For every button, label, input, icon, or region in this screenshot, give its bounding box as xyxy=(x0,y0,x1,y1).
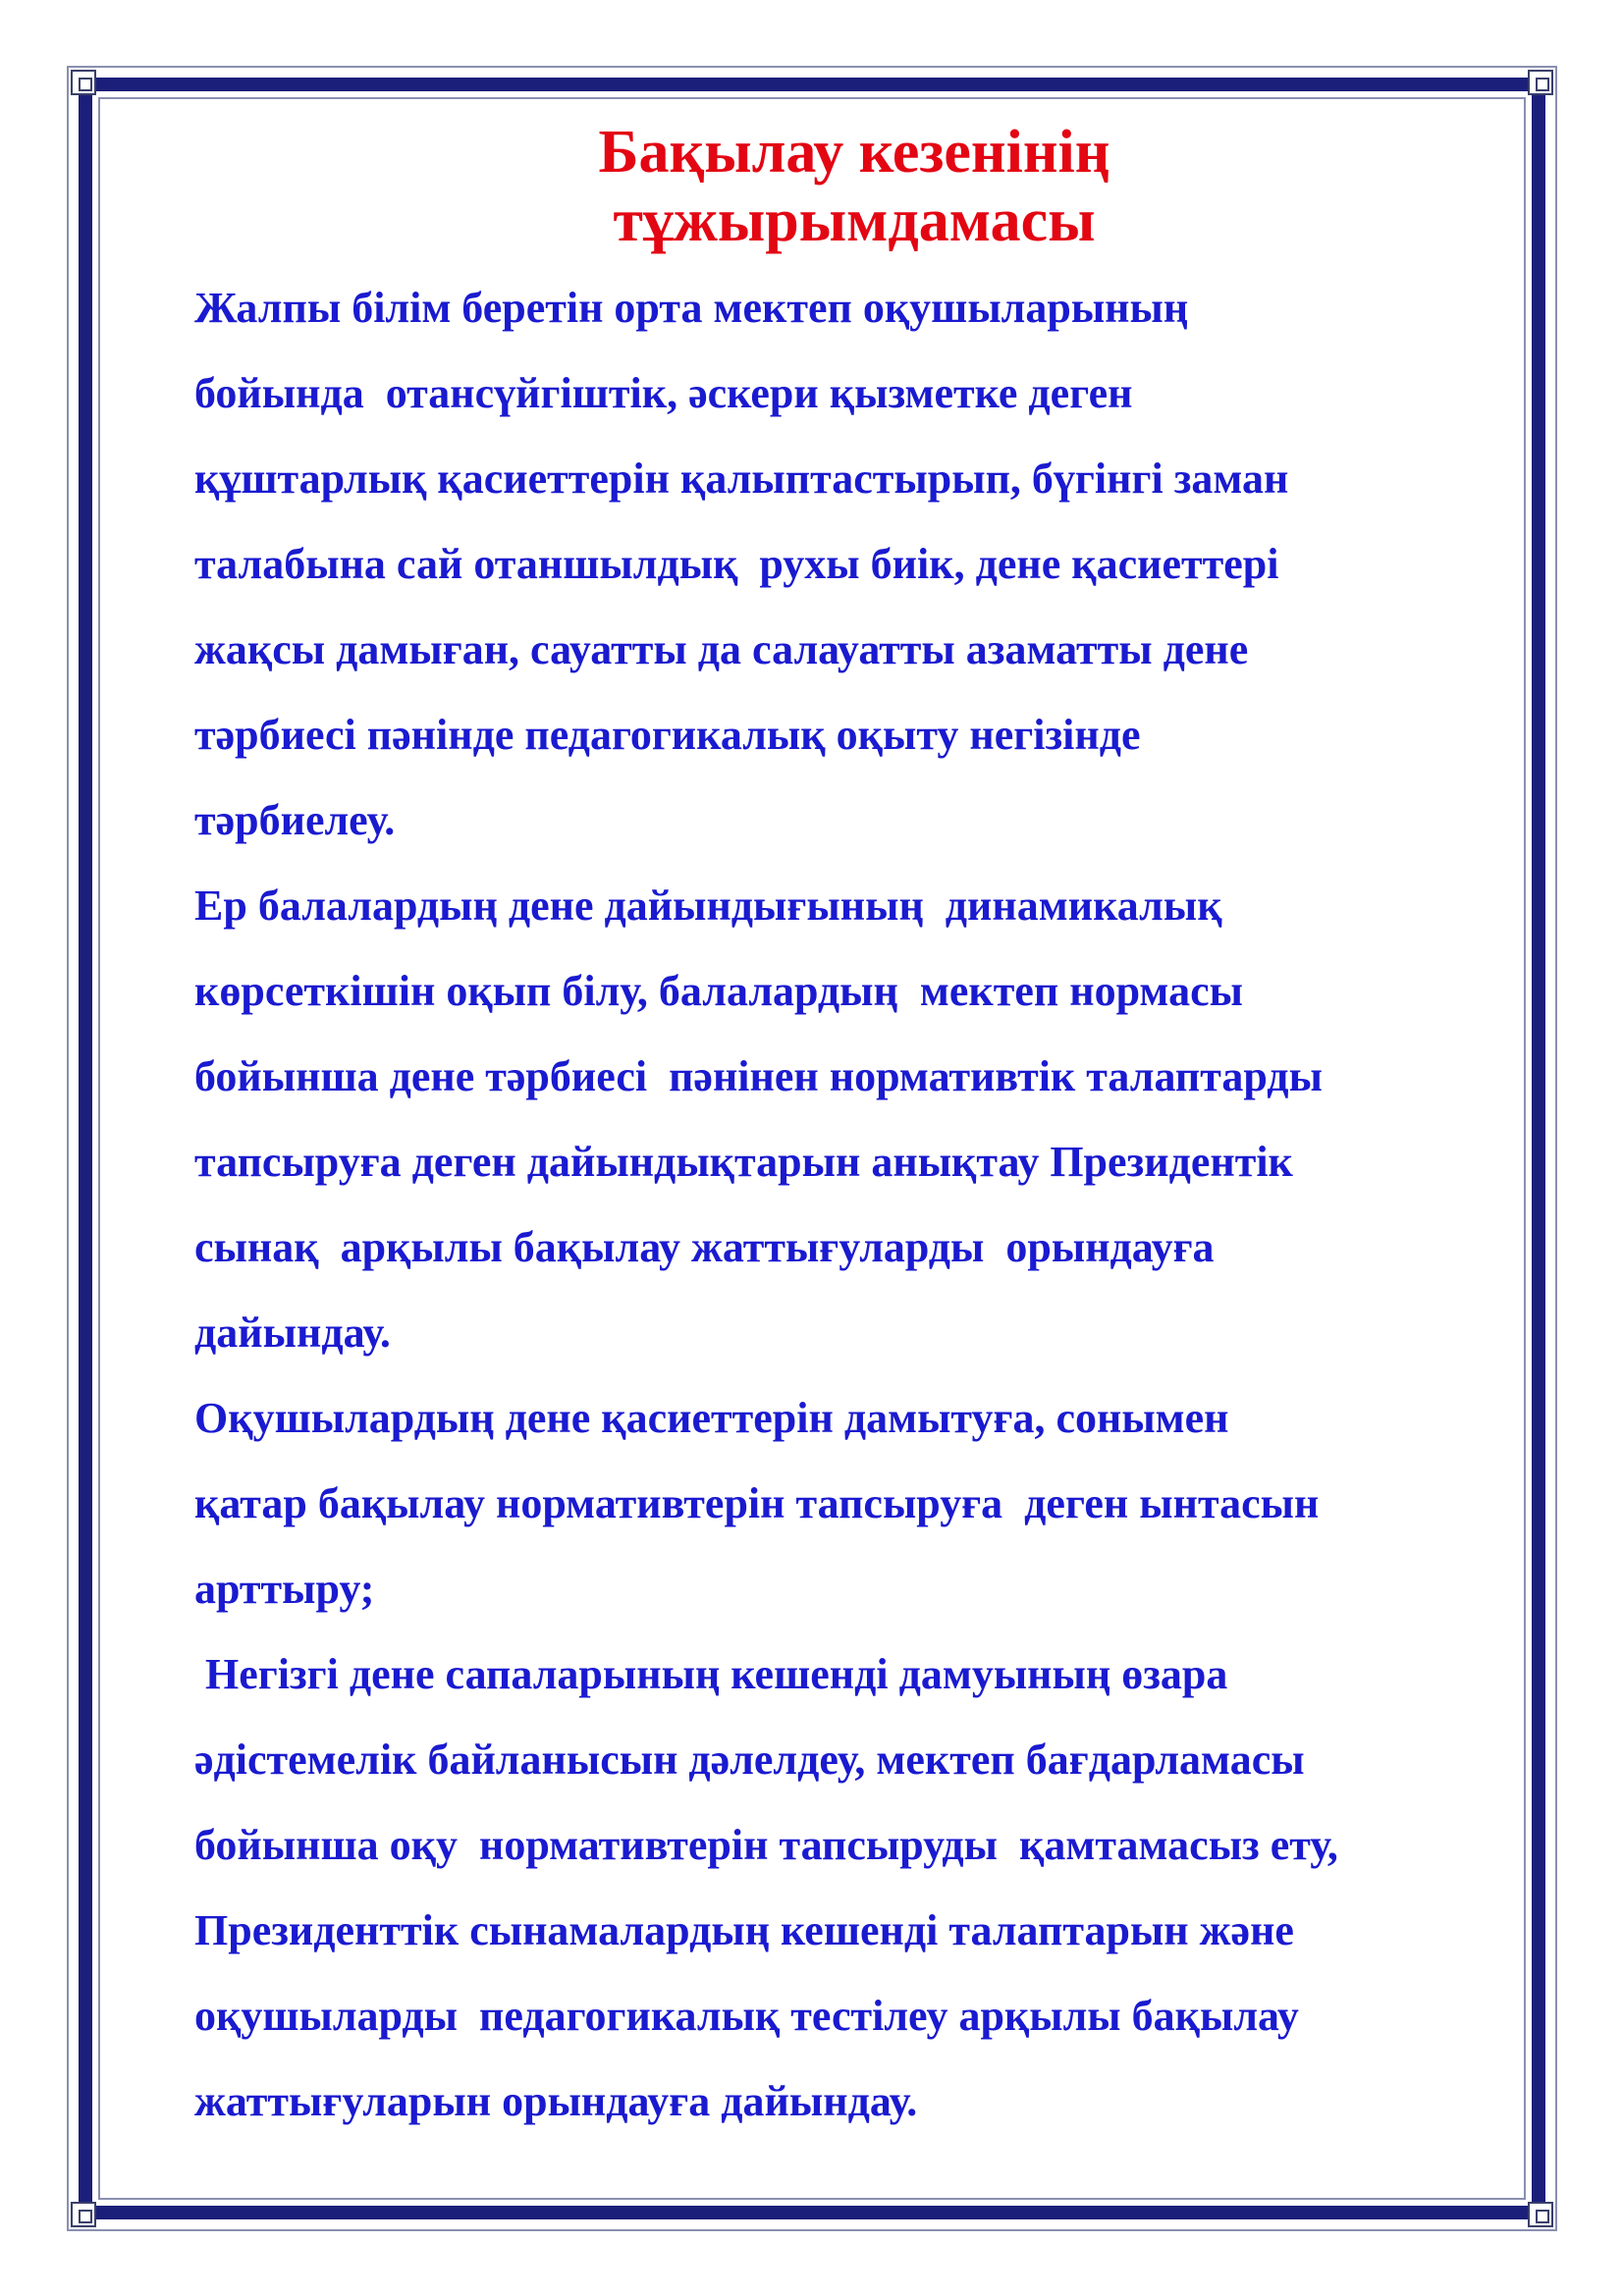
text-line: жаттығуларын орындауға дайындау. xyxy=(194,2077,918,2125)
text-line: көрсеткішін оқып білу, балалардың мектеп нормасы xyxy=(194,967,1243,1015)
text-line: тәрбиесі пәнінде педагогикалық оқыту негізінде xyxy=(194,711,1141,759)
text-line: дайындау. xyxy=(194,1308,391,1357)
text-line: сынақ арқылы бақылау жаттығуларды орындауға xyxy=(194,1223,1215,1271)
page-title-line-2: тұжырымдамасы xyxy=(613,187,1096,254)
text-line: бойынша оқу нормативтерін тапсыруды қамтамасыз ету, xyxy=(194,1821,1338,1869)
page-title xyxy=(324,118,1384,255)
text-line: тәрбиелеу. xyxy=(194,796,396,844)
text-line: құштарлық қасиеттерін қалыптастырып, бүгінгі заман xyxy=(194,454,1289,503)
corner-ornament-top-right xyxy=(1528,70,1553,95)
text-line: арттыру; xyxy=(194,1565,375,1613)
page-title-line-1: Бақылау кезенінің xyxy=(598,119,1110,186)
text-line: талабына сай отаншылдық рухы биік, дене қасиеттері xyxy=(194,540,1279,588)
corner-ornament-bottom-right xyxy=(1528,2202,1553,2227)
corner-ornament-top-left xyxy=(71,70,96,95)
text-line: Президенттік сынамалардың кешенді талаптарын және xyxy=(194,1906,1294,1954)
text-line: оқушыларды педагогикалық тестілеу арқылы бақылау xyxy=(194,1992,1299,2040)
text-line: қатар бақылау нормативтерін тапсыруға деген ынтасын xyxy=(194,1479,1320,1527)
text-line: бойынша дене тәрбиесі пәнінен нормативтік талаптарды xyxy=(194,1052,1323,1100)
text-line: Жалпы білім беретін орта мектеп оқушыларының xyxy=(194,284,1189,332)
text-line: бойында отансүйгіштік, әскери қызметке деген xyxy=(194,369,1133,417)
text-line: тапсыруға деген дайындықтарын анықтау Президентік xyxy=(194,1138,1293,1186)
text-line: Ер балалардың дене дайындығының динамикалық xyxy=(194,881,1222,930)
text-line: Негізгі дене сапаларының кешенді дамуының өзара xyxy=(194,1650,1228,1698)
corner-ornament-bottom-left xyxy=(71,2202,96,2227)
text-line: әдістемелік байланысын дәлелдеу, мектеп бағдарламасы xyxy=(194,1735,1305,1784)
text-line: Оқушылардың дене қасиеттерін дамытуға, сонымен xyxy=(194,1394,1229,1442)
text-line: жақсы дамыған, сауатты да салауатты азаматты дене xyxy=(194,625,1249,673)
body-text xyxy=(194,265,1540,2144)
